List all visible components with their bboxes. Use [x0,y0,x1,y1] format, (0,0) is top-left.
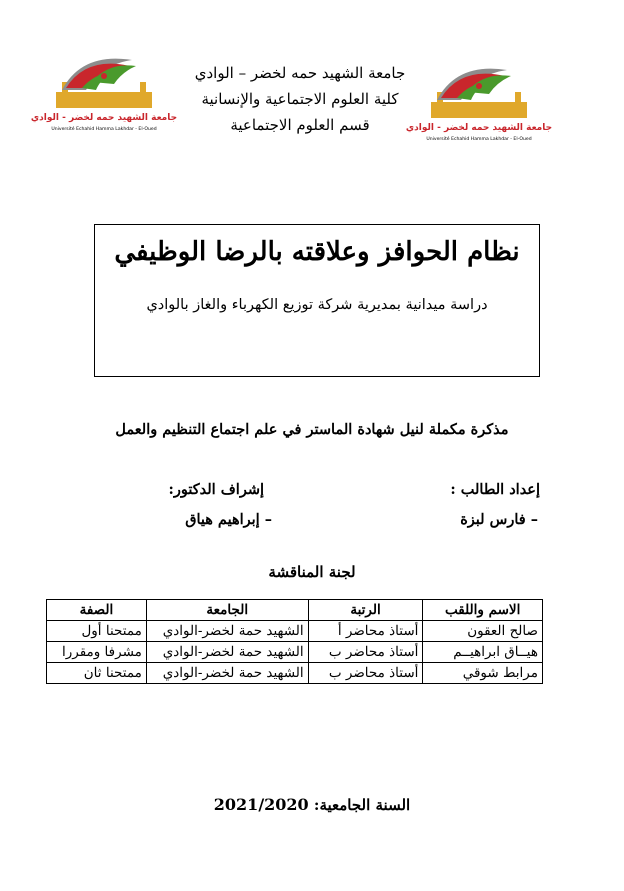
logo-arabic-name: جامعة الشهيد حمه لخضر - الوادي [30,113,178,123]
academic-year-label: السنة الجامعية: [313,796,411,814]
logo-latin-name: Université Echahid Hamma Lakhdar - El-Oued [51,127,157,132]
supervisor-label: إشراف الدكتور: [168,481,264,498]
thesis-title-box [94,224,540,377]
table-header-row [47,600,543,621]
thesis-subtitle: دراسة ميدانية بمديرية شركة توزيع الكهرباء والغاز بالوادي [146,297,488,313]
member-name: مرابط شوقي [423,663,543,684]
academic-year-value: 2021/2020 [213,795,309,814]
university-header [180,60,420,138]
member-rank: أستاذ محاضر أ [308,621,423,642]
supervisor-name: – إبراهيم هياق [185,511,272,528]
student-label: إعداد الطالب : [450,481,540,498]
table-row [47,663,543,684]
member-university: الشهيد حمة لخضر-الوادي [146,642,308,663]
member-name: صالح العقون [423,621,543,642]
member-rank: أستاذ محاضر ب [308,663,423,684]
member-university: الشهيد حمة لخضر-الوادي [146,663,308,684]
university-name: جامعة الشهيد حمه لخضر – الوادي [194,64,406,82]
university-logo-left [30,42,178,134]
member-role: مشرفا ومقررا [47,642,147,663]
member-role: ممتحنا ثان [47,663,147,684]
table-row [47,621,543,642]
member-role: ممتحنا أول [47,621,147,642]
logo-arabic-name: جامعة الشهيد حمه لخضر - الوادي [405,123,553,133]
member-rank: أستاذ محاضر ب [308,642,423,663]
department-name: قسم العلوم الاجتماعية [230,116,370,134]
student-name: – فارس لبزة [460,511,538,528]
header-university: الجامعة [146,600,308,621]
degree-statement: مذكرة مكملة لنيل شهادة الماستر في علم اجتماع التنظيم والعمل [115,421,509,438]
faculty-name: كلية العلوم الاجتماعية والإنسانية [201,90,399,108]
table-row [47,642,543,663]
member-university: الشهيد حمة لخضر-الوادي [146,621,308,642]
member-name: هيــاق ابراهيــم [423,642,543,663]
header-rank: الرتبة [308,600,423,621]
logo-latin-name: Université Echahid Hamma Lakhdar - El-Oued [426,137,532,142]
committee-title: لجنة المناقشة [268,563,356,581]
academic-year [0,795,624,814]
thesis-title: نظام الحوافز وعلاقته بالرضا الوظيفي [114,237,520,267]
header-role: الصفة [47,600,147,621]
committee-table [46,599,543,684]
university-logo-right [405,52,553,144]
header-name: الاسم واللقب [423,600,543,621]
